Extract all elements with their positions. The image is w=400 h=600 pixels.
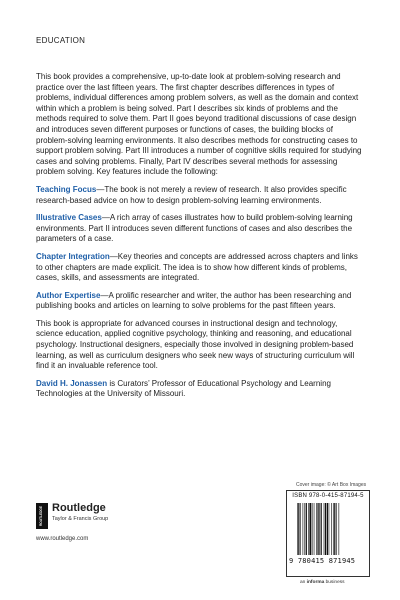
feature-title: Teaching Focus — [36, 184, 97, 194]
barcode-bar — [312, 503, 313, 555]
barcode-bar — [321, 503, 322, 555]
barcode-icon — [297, 503, 361, 555]
isbn-text: ISBN 978-0-415-87194-5 — [292, 493, 364, 499]
feature-paragraph — [36, 291, 366, 312]
barcode-bar — [314, 503, 315, 555]
audience-paragraph: This book is appropriate for advanced courses in instructional design and technology, science education, applied cognitive psychology, thinking and reasoning, and educational psychology. Instructional designers, especially those involved in designing problem-based learning, as well as curriculum designers who seek new ways of structuring curriculum will find it an invaluable reference tool. — [36, 318, 355, 371]
barcode-bar — [336, 503, 337, 555]
feature-title: Chapter Integration — [36, 251, 110, 261]
logo-text: ROUTLEDGE — [39, 505, 43, 527]
barcode-bar — [298, 503, 299, 555]
barcode-bar — [333, 503, 334, 555]
barcode-bar — [300, 503, 301, 555]
informa-brand: informa — [306, 580, 325, 585]
informa-prefix: an — [300, 580, 307, 585]
author-paragraph — [36, 379, 366, 400]
barcode-bar — [331, 503, 332, 555]
feature-text: —A prolific researcher and writer, the author has been researching and publishing books and articles on learning to solve problems for the past fifteen years. — [36, 290, 352, 311]
author-name: David H. Jonassen — [36, 378, 108, 388]
barcode-bar — [297, 503, 298, 555]
publisher-name: Routledge — [52, 502, 106, 514]
feature-title: Illustrative Cases — [36, 213, 102, 223]
barcode-bar — [319, 503, 320, 555]
feature-text: —A rich array of cases illustrates how to build problem-solving learning environments. Part II introduces seven different functions of cases and also describes the parameters of a case. — [36, 213, 353, 244]
barcode-bar — [325, 503, 326, 555]
barcode-bar — [329, 503, 330, 555]
cover-image-credit: Cover image: © Art Box Images — [296, 482, 367, 488]
blurb — [36, 72, 366, 407]
barcode-bar — [334, 503, 335, 555]
feature-paragraph — [36, 213, 366, 245]
informa-business — [300, 580, 345, 585]
isbn-barcode-box — [286, 490, 370, 577]
feature-paragraph — [36, 252, 366, 284]
intro-paragraph: This book provides a comprehensive, up-to-date look at problem-solving research and practice over the last fifteen years. The first chapter describes differences in types of problems, individual differences among problem solvers, as well as the domain and context within which a problem is being solved. Part I describes six kinds of problems and the methods required to solve them. Part II goes beyond traditional discussions of case design and introduces seven different purposes or functions of cases, the building blocks of problem-solving learning environments. It also describes methods for constructing cases to support problem solving. Part III introduces a number of cognitive skills required for studying cases and solving problems. Finally, Part IV describes several methods for assessing problem solving. Key features include the following: — [36, 72, 362, 177]
feature-text: —Key theories and concepts are addressed across chapters and links to other chapters are made explicit. The idea is to show how different kinds of problems, cases, skills, and assessments are integrated. — [36, 251, 358, 283]
barcode-number: 9 780415 871945 — [289, 557, 356, 565]
barcode-bar — [304, 503, 305, 555]
barcode-bar — [306, 503, 307, 555]
barcode-bar — [324, 503, 325, 555]
feature-title: Author Expertise — [36, 290, 101, 300]
publisher-subtitle: Taylor & Francis Group — [52, 516, 109, 522]
category-label: EDUCATION — [36, 36, 86, 45]
informa-suffix: business — [324, 580, 345, 585]
barcode-bar — [316, 503, 317, 555]
publisher-website: www.routledge.com — [36, 536, 89, 542]
barcode-bar — [327, 503, 328, 555]
author-bio: is Curators’ Professor of Educational Psychology and Learning Technologies at the University of Missouri. — [36, 378, 331, 399]
routledge-logo-icon — [36, 503, 48, 529]
barcode-bar — [317, 503, 318, 555]
feature-text: —The book is not merely a review of research. It also provides specific research-based advice on how to design problem-solving learning environments. — [36, 184, 347, 205]
barcode-bar — [308, 503, 309, 555]
barcode-bar — [303, 503, 304, 555]
barcode-bar — [309, 503, 311, 555]
barcode-bar — [339, 503, 340, 555]
feature-paragraph — [36, 185, 366, 206]
